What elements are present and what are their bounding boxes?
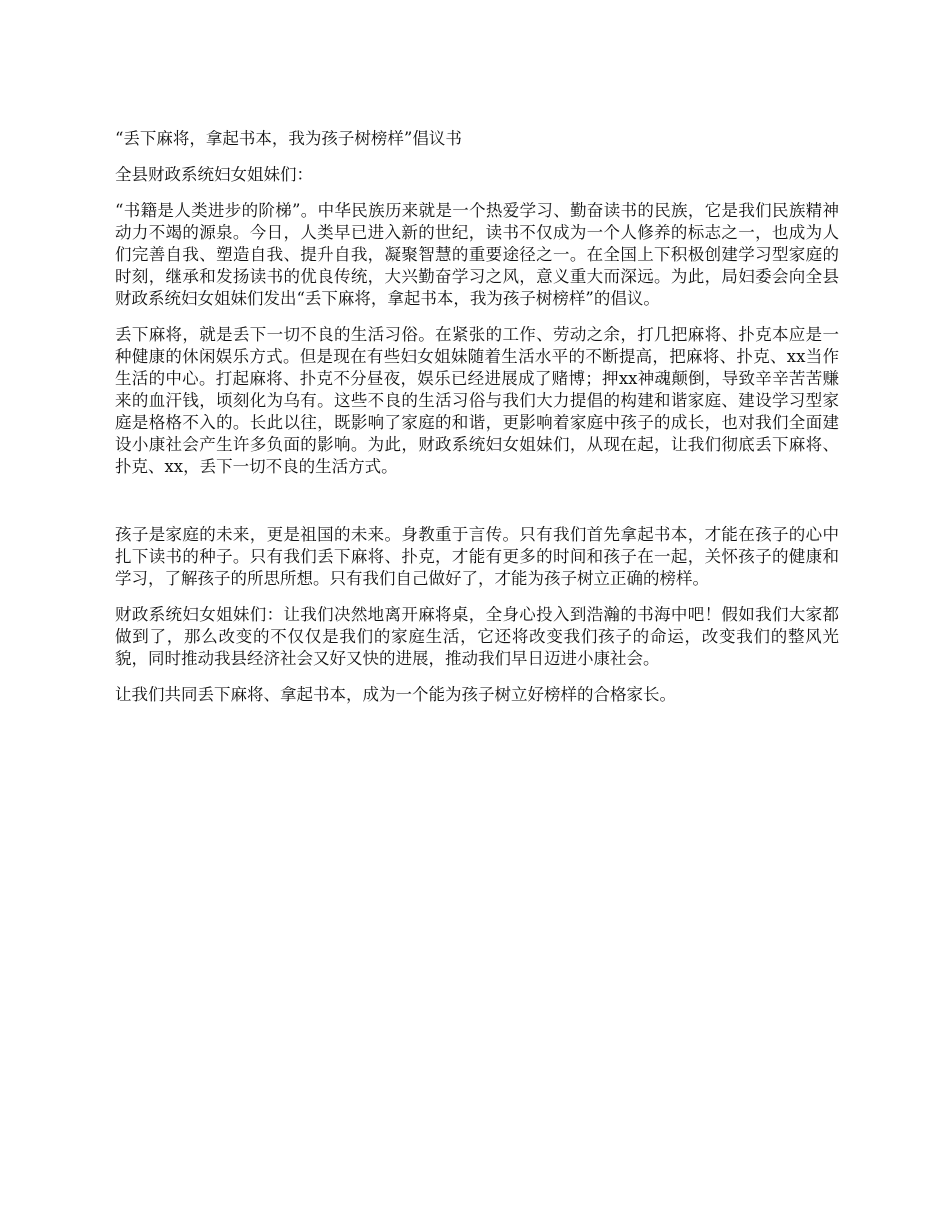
blank-line <box>115 492 839 524</box>
document-body <box>115 128 839 720</box>
paragraph-4: 财政系统妇女姐妹们：让我们决然地离开麻将桌，全身心投入到浩瀚的书海中吧！假如我们大家都做到了，那么改变的不仅仅是我们的家庭生活，它还将改变我们孩子的命运，改变我们的整风光貌，同时推动我县经济社会又好又快的进展，推动我们早日迈进小康社会。 <box>115 605 839 668</box>
paragraph-2: 丢下麻将，就是丢下一切不良的生活习俗。在紧张的工作、劳动之余，打几把麻将、扑克本应是一种健康的休闲娱乐方式。但是现在有些妇女姐妹随着生活水平的不断提高，把麻将、扑克、xx当作生活的中心。打起麻将、扑克不分昼夜，娱乐已经进展成了赌博；押xx神魂颠倒，导致辛辛苦苦赚来的血汗钱，顷刻化为乌有。这些不良的生活习俗与我们大力提倡的构建和谐家庭、建设学习型家庭是格格不入的。长此以往，既影响了家庭的和谐，更影响着家庭中孩子的成长，也对我们全面建设小康社会产生许多负面的影响。为此，财政系统妇女姐妹们，从现在起，让我们彻底丢下麻将、扑克、xx，丢下一切不良的生活方式。 <box>115 325 839 476</box>
paragraph-5: 让我们共同丢下麻将、拿起书本，成为一个能为孩子树立好榜样的合格家长。 <box>115 685 676 704</box>
salutation: 全县财政系统妇女姐妹们： <box>115 165 313 184</box>
document-title: “丢下麻将，拿起书本，我为孩子树榜样”倡议书 <box>115 129 462 148</box>
paragraph-3: 孩子是家庭的未来，更是祖国的未来。身教重于言传。只有我们首先拿起书本，才能在孩子的心中扎下读书的种子。只有我们丢下麻将、扑克，才能有更多的时间和孩子在一起，关怀孩子的健康和学习，了解孩子的所思所想。只有我们自己做好了，才能为孩子树立正确的榜样。 <box>115 525 839 588</box>
paragraph-1: “书籍是人类进步的阶梯”。中华民族历来就是一个热爱学习、勤奋读书的民族，它是我们民族精神动力不竭的源泉。今日，人类早已进入新的世纪，读书不仅成为一个人修养的标志之一，也成为人们完善自我、塑造自我、提升自我，凝聚智慧的重要途径之一。在全国上下积极创建学习型家庭的时刻，继承和发扬读书的优良传统，大兴勤奋学习之风，意义重大而深远。为此，局妇委会向全县财政系统妇女姐妹们发出“丢下麻将，拿起书本，我为孩子树榜样”的倡议。 <box>115 201 839 308</box>
